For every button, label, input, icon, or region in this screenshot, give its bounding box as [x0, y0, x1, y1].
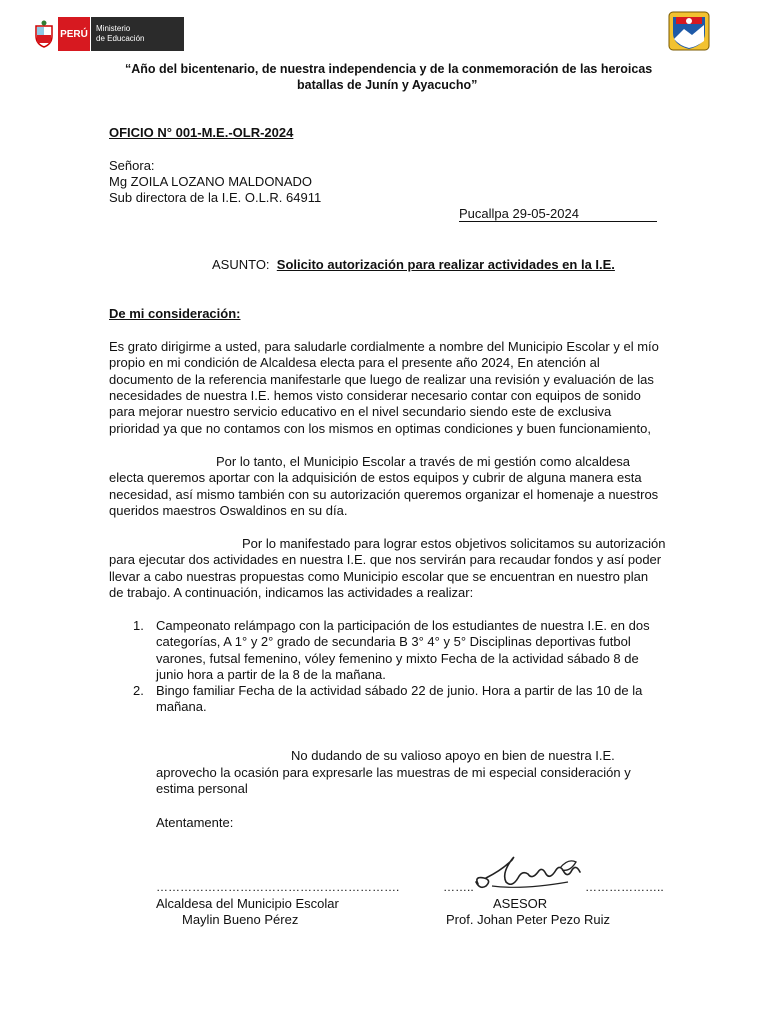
place-date: Pucallpa 29-05-2024 — [459, 206, 579, 221]
paragraph3-line: de trabajo. A continuación, indicamos las actividades a realizar: — [109, 585, 474, 600]
paragraph1-line: propio en mi condición de Alcaldesa electa para el presente año 2024, En atención al — [109, 355, 600, 370]
date-underline — [459, 221, 657, 222]
activity-line: Campeonato relámpago con la participación de los estudiantes de nuestra I.E. en dos — [156, 618, 650, 633]
closing-line: No dudando de su valioso apoyo en bien de nuestra I.E. — [291, 748, 615, 763]
paragraph3-line: llevar a cabo nuestras propuestas como Municipio escolar que se encuentran en nuestro plan — [109, 569, 649, 584]
paragraph2-line: necesidad, así mismo también con su autorización queremos organizar el homenaje a nuestros — [109, 487, 659, 502]
year-motto-line1: “Año del bicentenario, de nuestra independencia y de la conmemoración de las heroicas — [125, 62, 653, 76]
activity-number: 1. — [133, 618, 144, 633]
coat-of-arms-icon — [30, 17, 58, 51]
year-motto-line2: batallas de Junín y Ayacucho” — [297, 78, 478, 92]
paragraph1-line: Es grato dirigirme a usted, para saludarle cordialmente a nombre del Municipio Escolar y el mío — [109, 339, 659, 354]
subject — [212, 257, 615, 273]
left-signature-line: ……………………………………………………. — [156, 880, 400, 894]
left-signature-name: Maylin Bueno Pérez — [182, 912, 299, 927]
activity-line: Bingo familiar Fecha de la actividad sábado 22 de junio. Hora a partir de las 10 de la — [156, 683, 643, 698]
left-signature-title: Alcaldesa del Municipio Escolar — [156, 896, 339, 911]
paragraph2-line: electa queremos aportar con la adquisición de estos equipos y cubrir de alguna manera esta — [109, 470, 642, 485]
paragraph3-line: Por lo manifestado para lograr estos objetivos solicitamos su autorización — [242, 536, 666, 551]
paragraph1-line: necesidades de nuestra I.E. hemos visto considerar necesario contar con equipos de sonido — [109, 388, 641, 403]
right-signature-dots-right: ……………….. — [585, 880, 664, 894]
farewell: Atentamente: — [156, 815, 234, 830]
recipient-name: Mg ZOILA LOZANO MALDONADO — [109, 174, 312, 189]
subject-text: Solicito autorización para realizar actividades en la I.E. — [276, 257, 615, 272]
paragraph1-line: prioridad ya que no contamos con los mismos en optimas condiciones y buen funcionamiento, — [109, 421, 651, 436]
ministry-line2: de Educación — [96, 34, 145, 43]
school-emblem-icon — [668, 11, 710, 51]
government-logo — [30, 17, 184, 51]
subject-label: ASUNTO: — [212, 257, 270, 272]
activity-number: 2. — [133, 683, 144, 698]
paragraph2-line: Por lo tanto, el Municipio Escolar a través de mi gestión como alcaldesa — [216, 454, 631, 469]
greeting: De mi consideración: — [109, 306, 241, 321]
right-signature-name: Prof. Johan Peter Pezo Ruiz — [446, 912, 611, 927]
paragraph1-line: para mejorar nuestro servicio educativo en el nivel secundario siendo este de exclusiva — [109, 404, 612, 419]
right-signature-title: ASESOR — [493, 896, 548, 911]
handwritten-signature-icon — [472, 848, 584, 894]
recipient-role: Sub directora de la I.E. O.L.R. 64911 — [109, 190, 322, 205]
activity-line: categorías, A 1° y 2° grado de secundaria B 3° 4° y 5° Disciplinas deportivas futbol — [156, 634, 631, 649]
activity-line: mañana. — [156, 699, 207, 714]
right-signature-dots-left: …….. — [443, 880, 474, 894]
ministry-line1: Ministerio — [96, 24, 131, 33]
paragraph1-line: documento de la referencia manifestarle que luego de realizar una revisión y evaluación de las — [109, 372, 654, 387]
closing-line: aprovecho la ocasión para expresarle las muestras de mi especial consideración y — [156, 765, 631, 780]
peru-label: PERÚ — [58, 17, 90, 51]
activity-line: varones, futsal femenino, vóley femenino y mixto Fecha de la actividad sábado 8 de — [156, 651, 639, 666]
ministry-label — [90, 17, 184, 51]
paragraph3-line: para ejecutar dos actividades en nuestra I.E. que nos servirán para recaudar fondos y así poder — [109, 552, 662, 567]
oficio-number: OFICIO N° 001-M.E.-OLR-2024 — [109, 125, 294, 140]
closing-line: estima personal — [156, 781, 248, 796]
recipient-salutation: Señora: — [109, 158, 155, 173]
activity-line: junio hora a partir de la 8 de la mañana. — [156, 667, 386, 682]
paragraph2-line: queridos maestros Oswaldinos en su día. — [109, 503, 348, 518]
